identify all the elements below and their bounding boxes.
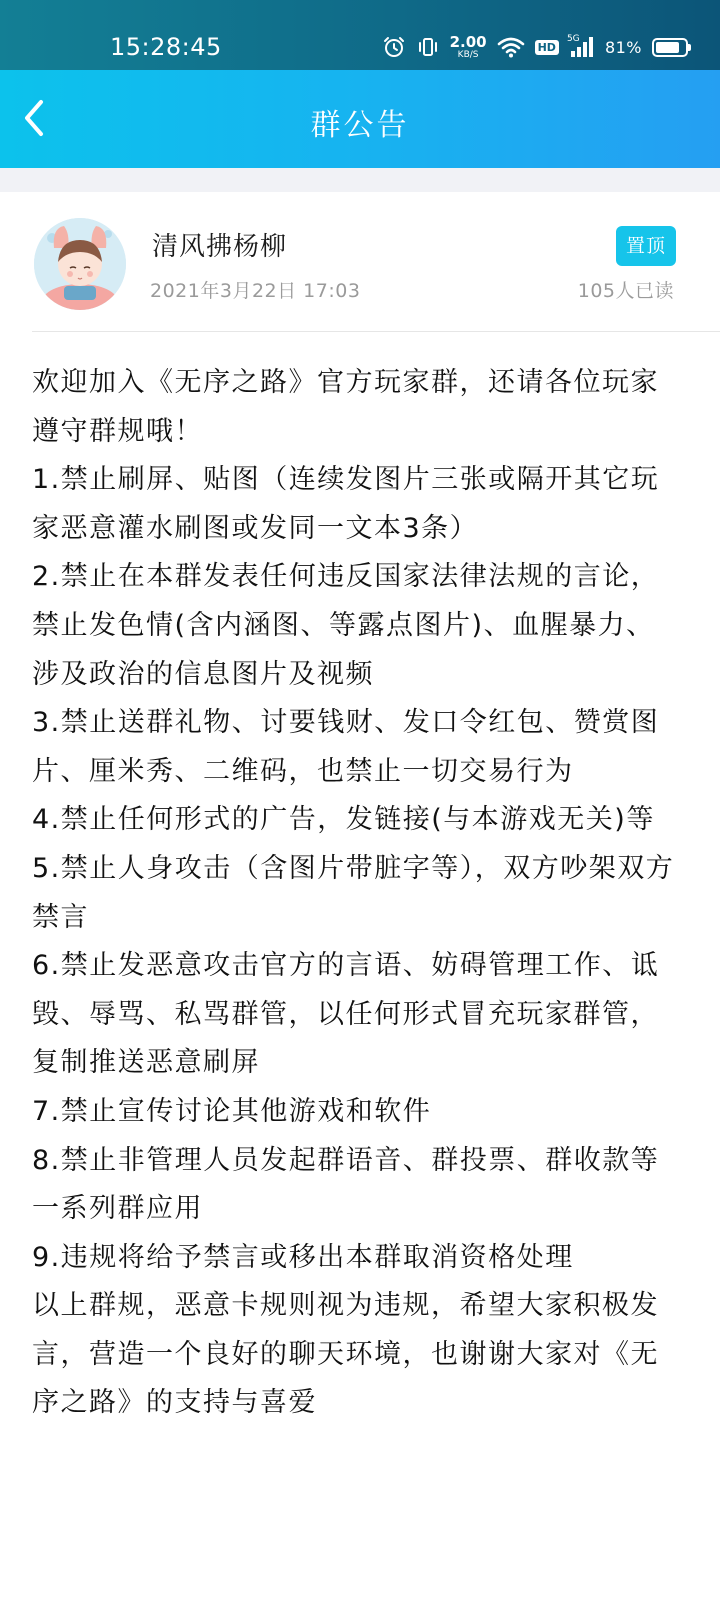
announcement-paragraph: 4.禁止任何形式的广告，发链接(与本游戏无关)等 [32,804,655,836]
read-count[interactable]: 105人已读 [577,280,674,302]
author-name[interactable]: 清风拂杨柳 [152,232,288,262]
announcement-paragraph: 1.禁止刷屏、贴图（连续发图片三张或隔开其它玩家恶意灌水刷图或发同一文本3条） [32,464,660,544]
page-title: 群公告 [310,108,410,143]
net-speed-unit: KB/S [457,49,479,60]
network-type: 5G [566,34,580,44]
announcement-body [32,359,680,1428]
announcement-paragraph: 5.禁止人身攻击（含图片带脏字等），双方吵架双方禁言 [32,852,675,933]
announcement-paragraph: 7.禁止宣传讨论其他游戏和软件 [32,1095,432,1127]
divider [32,331,720,332]
announcement-paragraph: 以上群规，恶意卡规则视为违规，希望大家积极发言，营造一个良好的聊天环境，也谢谢大家对《无序之路》的支持与喜爱 [32,1290,659,1419]
battery-fill [656,42,679,53]
vibrate-icon [416,35,440,59]
announcement-paragraph: 6.禁止发恶意攻击官方的言语、妨碍管理工作、诋毁、辱骂、私骂群管，以任何形式冒充玩家群管，复制推送恶意刷屏 [32,950,660,1079]
announcement-paragraph: 8.禁止非管理人员发起群语音、群投票、群收款等一系列群应用 [32,1144,660,1225]
announcement-card [0,192,720,1600]
announcement-paragraph: 2.禁止在本群发表任何违反国家法律法规的言论，禁止发色情(含内涵图、等露点图片)、血腥暴力、涉及政治的信息图片及视频 [32,561,660,690]
announcement-paragraph: 欢迎加入《无序之路》官方玩家群，还请各位玩家遵守群规哦！ [32,367,659,447]
avatar-illustration [34,218,126,310]
avatar[interactable] [34,218,126,310]
status-bar [0,0,720,70]
post-timestamp: 2021年3月22日 17:03 [150,280,361,302]
battery-icon [652,38,688,57]
net-speed-value: 2.00 [449,32,487,51]
net-speed [449,32,487,60]
status-time: 15:28:45 [110,33,222,61]
alarm-icon [382,35,406,59]
battery-percent: 81% [604,37,642,57]
pinned-badge: 置顶 [616,226,676,266]
section-gap [0,168,720,192]
announcement-paragraph: 9.违规将给予禁言或移出本群取消资格处理 [32,1241,574,1273]
signal-icon [566,34,595,58]
wifi-icon [497,36,525,58]
hd-badge: HD [535,40,559,55]
nav-bar [0,70,720,168]
announcement-paragraph: 3.禁止送群礼物、讨要钱财、发口令红包、赞赏图片、厘米秀、二维码，也禁止一切交易行为 [32,707,660,787]
status-icons [382,30,688,64]
